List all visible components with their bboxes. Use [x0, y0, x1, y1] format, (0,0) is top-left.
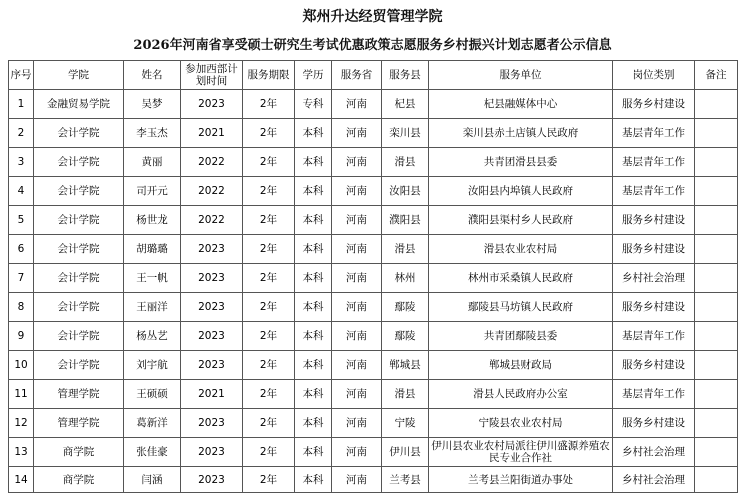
cell-col-index: 8: [9, 293, 34, 322]
header-col-county: 服务县: [382, 61, 429, 90]
cell-col-name: 葛新洋: [124, 409, 181, 438]
cell-col-province: 河南: [332, 119, 382, 148]
table-row: [9, 206, 738, 235]
cell-col-college: 会计学院: [34, 264, 124, 293]
cell-col-unit: 宁陵县农业农村局: [429, 409, 613, 438]
cell-col-index: 2: [9, 119, 34, 148]
cell-col-college: 会计学院: [34, 293, 124, 322]
cell-col-county: 宁陵: [382, 409, 429, 438]
cell-col-college: 金融贸易学院: [34, 90, 124, 119]
cell-col-degree: 本科: [295, 322, 332, 351]
header-col-term: 服务期限: [243, 61, 295, 90]
cell-col-province: 河南: [332, 90, 382, 119]
document-subtitle: 2026年河南省享受硕士研究生考试优惠政策志愿服务乡村振兴计划志愿者公示信息: [133, 38, 612, 53]
cell-col-college: 管理学院: [34, 409, 124, 438]
cell-col-index: 1: [9, 90, 34, 119]
cell-col-remark: [695, 438, 738, 467]
cell-col-province: 河南: [332, 351, 382, 380]
cell-col-category: 服务乡村建设: [613, 90, 695, 119]
cell-col-category: 基层青年工作: [613, 148, 695, 177]
table-row: [9, 351, 738, 380]
cell-col-index: 10: [9, 351, 34, 380]
table-row: [9, 119, 738, 148]
cell-col-degree: 本科: [295, 235, 332, 264]
cell-col-unit: 鄢陵县马坊镇人民政府: [429, 293, 613, 322]
cell-col-category: 基层青年工作: [613, 380, 695, 409]
cell-col-county: 滑县: [382, 235, 429, 264]
cell-col-unit: 共青团鄢陵县委: [429, 322, 613, 351]
cell-col-remark: [695, 206, 738, 235]
cell-col-province: 河南: [332, 293, 382, 322]
cell-col-index: 11: [9, 380, 34, 409]
cell-col-index: 9: [9, 322, 34, 351]
header-col-unit: 服务单位: [429, 61, 613, 90]
cell-col-county: 林州: [382, 264, 429, 293]
cell-col-start-year: 2022: [181, 177, 243, 206]
cell-col-remark: [695, 148, 738, 177]
cell-col-unit: 郸城县财政局: [429, 351, 613, 380]
cell-col-name: 王一帆: [124, 264, 181, 293]
table-row: [9, 148, 738, 177]
cell-col-term: 2年: [243, 293, 295, 322]
table-row: [9, 409, 738, 438]
table-row: [9, 293, 738, 322]
cell-col-degree: 本科: [295, 380, 332, 409]
cell-col-term: 2年: [243, 351, 295, 380]
table-header-row: [9, 61, 738, 90]
cell-col-county: 兰考县: [382, 467, 429, 493]
cell-col-degree: 本科: [295, 206, 332, 235]
cell-col-province: 河南: [332, 438, 382, 467]
cell-col-name: 刘宇航: [124, 351, 181, 380]
cell-col-county: 伊川县: [382, 438, 429, 467]
cell-col-college: 会计学院: [34, 148, 124, 177]
cell-col-index: 12: [9, 409, 34, 438]
cell-col-name: 司开元: [124, 177, 181, 206]
cell-col-county: 郸城县: [382, 351, 429, 380]
cell-col-college: 会计学院: [34, 177, 124, 206]
cell-col-province: 河南: [332, 206, 382, 235]
cell-col-start-year: 2023: [181, 293, 243, 322]
cell-col-start-year: 2021: [181, 119, 243, 148]
cell-col-province: 河南: [332, 235, 382, 264]
cell-col-start-year: 2023: [181, 90, 243, 119]
document-title: 郑州升达经贸管理学院: [302, 9, 443, 25]
header-col-college: 学院: [34, 61, 124, 90]
cell-col-college: 会计学院: [34, 351, 124, 380]
cell-col-index: 6: [9, 235, 34, 264]
cell-col-degree: 本科: [295, 148, 332, 177]
cell-col-category: 基层青年工作: [613, 119, 695, 148]
table-row: [9, 264, 738, 293]
cell-col-name: 胡璐璐: [124, 235, 181, 264]
cell-col-start-year: 2023: [181, 467, 243, 493]
cell-col-degree: 本科: [295, 293, 332, 322]
table-row: [9, 467, 738, 493]
cell-col-county: 濮阳县: [382, 206, 429, 235]
cell-col-unit: 濮阳县渠村乡人民政府: [429, 206, 613, 235]
cell-col-start-year: 2022: [181, 206, 243, 235]
cell-col-province: 河南: [332, 380, 382, 409]
cell-col-unit: 滑县人民政府办公室: [429, 380, 613, 409]
cell-col-name: 吴梦: [124, 90, 181, 119]
cell-col-college: 管理学院: [34, 380, 124, 409]
cell-col-name: 王丽洋: [124, 293, 181, 322]
cell-col-name: 张佳豪: [124, 438, 181, 467]
cell-col-start-year: 2023: [181, 322, 243, 351]
cell-col-name: 杨世龙: [124, 206, 181, 235]
table-row: [9, 90, 738, 119]
cell-col-remark: [695, 409, 738, 438]
cell-col-term: 2年: [243, 467, 295, 493]
cell-col-degree: 本科: [295, 467, 332, 493]
cell-col-degree: 本科: [295, 119, 332, 148]
cell-col-start-year: 2022: [181, 148, 243, 177]
cell-col-term: 2年: [243, 148, 295, 177]
cell-col-category: 服务乡村建设: [613, 409, 695, 438]
cell-col-unit: 杞县融媒体中心: [429, 90, 613, 119]
cell-col-start-year: 2023: [181, 409, 243, 438]
cell-col-category: 服务乡村建设: [613, 235, 695, 264]
volunteer-table: [8, 60, 738, 493]
cell-col-province: 河南: [332, 177, 382, 206]
cell-col-degree: 本科: [295, 351, 332, 380]
cell-col-name: 王硕硕: [124, 380, 181, 409]
cell-col-province: 河南: [332, 467, 382, 493]
cell-col-county: 栾川县: [382, 119, 429, 148]
cell-col-category: 基层青年工作: [613, 322, 695, 351]
cell-col-degree: 本科: [295, 409, 332, 438]
cell-col-name: 李玉杰: [124, 119, 181, 148]
cell-col-remark: [695, 177, 738, 206]
cell-col-start-year: 2021: [181, 380, 243, 409]
cell-col-county: 滑县: [382, 380, 429, 409]
cell-col-name: 杨丛艺: [124, 322, 181, 351]
cell-col-college: 商学院: [34, 438, 124, 467]
header-col-degree: 学历: [295, 61, 332, 90]
table-row: [9, 380, 738, 409]
cell-col-category: 乡村社会治理: [613, 438, 695, 467]
cell-col-county: 汝阳县: [382, 177, 429, 206]
cell-col-index: 5: [9, 206, 34, 235]
cell-col-start-year: 2023: [181, 438, 243, 467]
cell-col-remark: [695, 264, 738, 293]
cell-col-unit: 共青团滑县县委: [429, 148, 613, 177]
cell-col-degree: 本科: [295, 438, 332, 467]
header-col-name: 姓名: [124, 61, 181, 90]
cell-col-unit: 伊川县农业农村局派往伊川盛源养殖农民专业合作社: [429, 438, 613, 467]
cell-col-county: 鄢陵: [382, 322, 429, 351]
cell-col-remark: [695, 380, 738, 409]
cell-col-index: 14: [9, 467, 34, 493]
cell-col-remark: [695, 235, 738, 264]
cell-col-unit: 兰考县兰阳街道办事处: [429, 467, 613, 493]
cell-col-province: 河南: [332, 148, 382, 177]
header-col-province: 服务省: [332, 61, 382, 90]
cell-col-remark: [695, 119, 738, 148]
header-col-remark: 备注: [695, 61, 738, 90]
cell-col-college: 会计学院: [34, 235, 124, 264]
cell-col-college: 会计学院: [34, 322, 124, 351]
table-row: [9, 235, 738, 264]
cell-col-remark: [695, 90, 738, 119]
cell-col-term: 2年: [243, 409, 295, 438]
table-row: [9, 322, 738, 351]
cell-col-start-year: 2023: [181, 264, 243, 293]
cell-col-term: 2年: [243, 119, 295, 148]
cell-col-remark: [695, 351, 738, 380]
cell-col-term: 2年: [243, 235, 295, 264]
cell-col-term: 2年: [243, 177, 295, 206]
cell-col-county: 杞县: [382, 90, 429, 119]
cell-col-start-year: 2023: [181, 351, 243, 380]
cell-col-index: 4: [9, 177, 34, 206]
cell-col-unit: 汝阳县内埠镇人民政府: [429, 177, 613, 206]
cell-col-remark: [695, 293, 738, 322]
cell-col-term: 2年: [243, 438, 295, 467]
cell-col-name: 黄丽: [124, 148, 181, 177]
table-row: [9, 438, 738, 467]
header-col-category: 岗位类别: [613, 61, 695, 90]
cell-col-category: 乡村社会治理: [613, 467, 695, 493]
header-col-start-year: 参加西部计划时间: [181, 61, 243, 90]
cell-col-unit: 滑县农业农村局: [429, 235, 613, 264]
cell-col-index: 3: [9, 148, 34, 177]
cell-col-term: 2年: [243, 264, 295, 293]
cell-col-term: 2年: [243, 90, 295, 119]
cell-col-category: 服务乡村建设: [613, 206, 695, 235]
cell-col-category: 服务乡村建设: [613, 351, 695, 380]
cell-col-category: 服务乡村建设: [613, 293, 695, 322]
table-row: [9, 177, 738, 206]
cell-col-unit: 林州市采桑镇人民政府: [429, 264, 613, 293]
cell-col-province: 河南: [332, 409, 382, 438]
cell-col-unit: 栾川县赤土店镇人民政府: [429, 119, 613, 148]
cell-col-degree: 本科: [295, 264, 332, 293]
header-col-index: 序号: [9, 61, 34, 90]
cell-col-college: 会计学院: [34, 206, 124, 235]
cell-col-province: 河南: [332, 264, 382, 293]
cell-col-category: 乡村社会治理: [613, 264, 695, 293]
cell-col-index: 13: [9, 438, 34, 467]
cell-col-remark: [695, 467, 738, 493]
cell-col-county: 鄢陵: [382, 293, 429, 322]
cell-col-degree: 本科: [295, 177, 332, 206]
cell-col-term: 2年: [243, 322, 295, 351]
cell-col-index: 7: [9, 264, 34, 293]
cell-col-term: 2年: [243, 380, 295, 409]
cell-col-county: 滑县: [382, 148, 429, 177]
cell-col-start-year: 2023: [181, 235, 243, 264]
cell-col-province: 河南: [332, 322, 382, 351]
cell-col-college: 商学院: [34, 467, 124, 493]
cell-col-remark: [695, 322, 738, 351]
cell-col-college: 会计学院: [34, 119, 124, 148]
cell-col-name: 闫涵: [124, 467, 181, 493]
cell-col-category: 基层青年工作: [613, 177, 695, 206]
cell-col-degree: 专科: [295, 90, 332, 119]
cell-col-term: 2年: [243, 206, 295, 235]
